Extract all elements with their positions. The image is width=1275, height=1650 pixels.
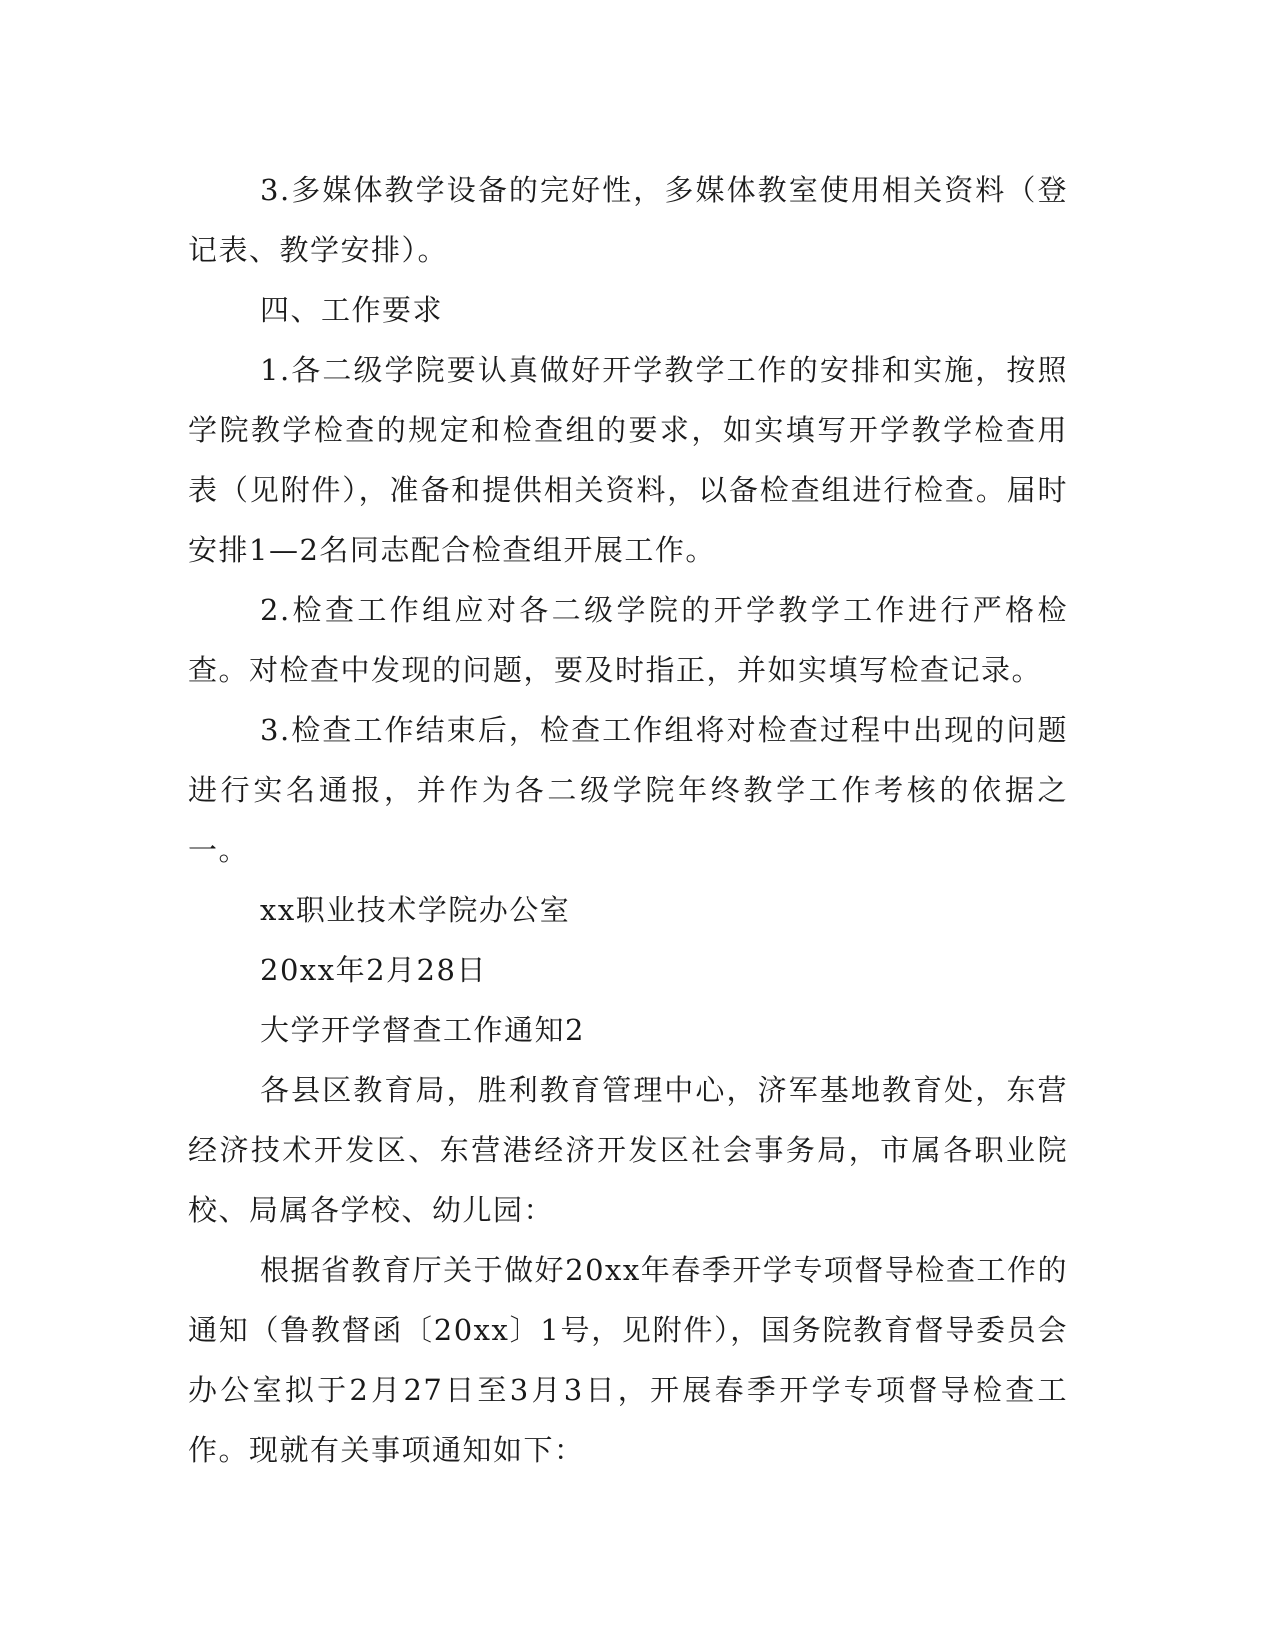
signature-date: 20xx年2月28日	[260, 953, 487, 987]
paragraph-notice-body: 根据省教育厅关于做好20xx年春季开学专项督导检查工作的通知（鲁教督函〔20xx〕1号，见附件），国务院教育督导委员会办公室拟于2月27日至3月3日，开展春季开学专项督导检查工作。现就有关事项通知如下：	[188, 1253, 1068, 1467]
paragraph-requirement-2: 2.检查工作组应对各二级学院的开学教学工作进行严格检查。对检查中发现的问题，要及时指正，并如实填写检查记录。	[188, 593, 1068, 687]
paragraph-requirement-3: 3.检查工作结束后，检查工作组将对检查过程中出现的问题进行实名通报，并作为各二级学院年终教学工作考核的依据之一。	[188, 713, 1068, 867]
section-heading-work-requirements: 四、工作要求	[260, 293, 444, 327]
paragraph-requirement-1: 1.各二级学院要认真做好开学教学工作的安排和实施，按照学院教学检查的规定和检查组的要求，如实填写开学教学检查用表（见附件），准备和提供相关资料，以备检查组进行检查。届时安排1—2名同志配合检查组开展工作。	[188, 353, 1068, 567]
paragraph-multimedia-equipment: 3.多媒体教学设备的完好性，多媒体教室使用相关资料（登记表、教学安排）。	[188, 173, 1068, 267]
notice-title-2: 大学开学督查工作通知2	[260, 1013, 585, 1047]
document-body	[188, 160, 1068, 1480]
signature-office: xx职业技术学院办公室	[260, 893, 571, 927]
paragraph-recipients: 各县区教育局，胜利教育管理中心，济军基地教育处，东营经济技术开发区、东营港经济开发区社会事务局，市属各职业院校、局属各学校、幼儿园：	[188, 1073, 1068, 1227]
